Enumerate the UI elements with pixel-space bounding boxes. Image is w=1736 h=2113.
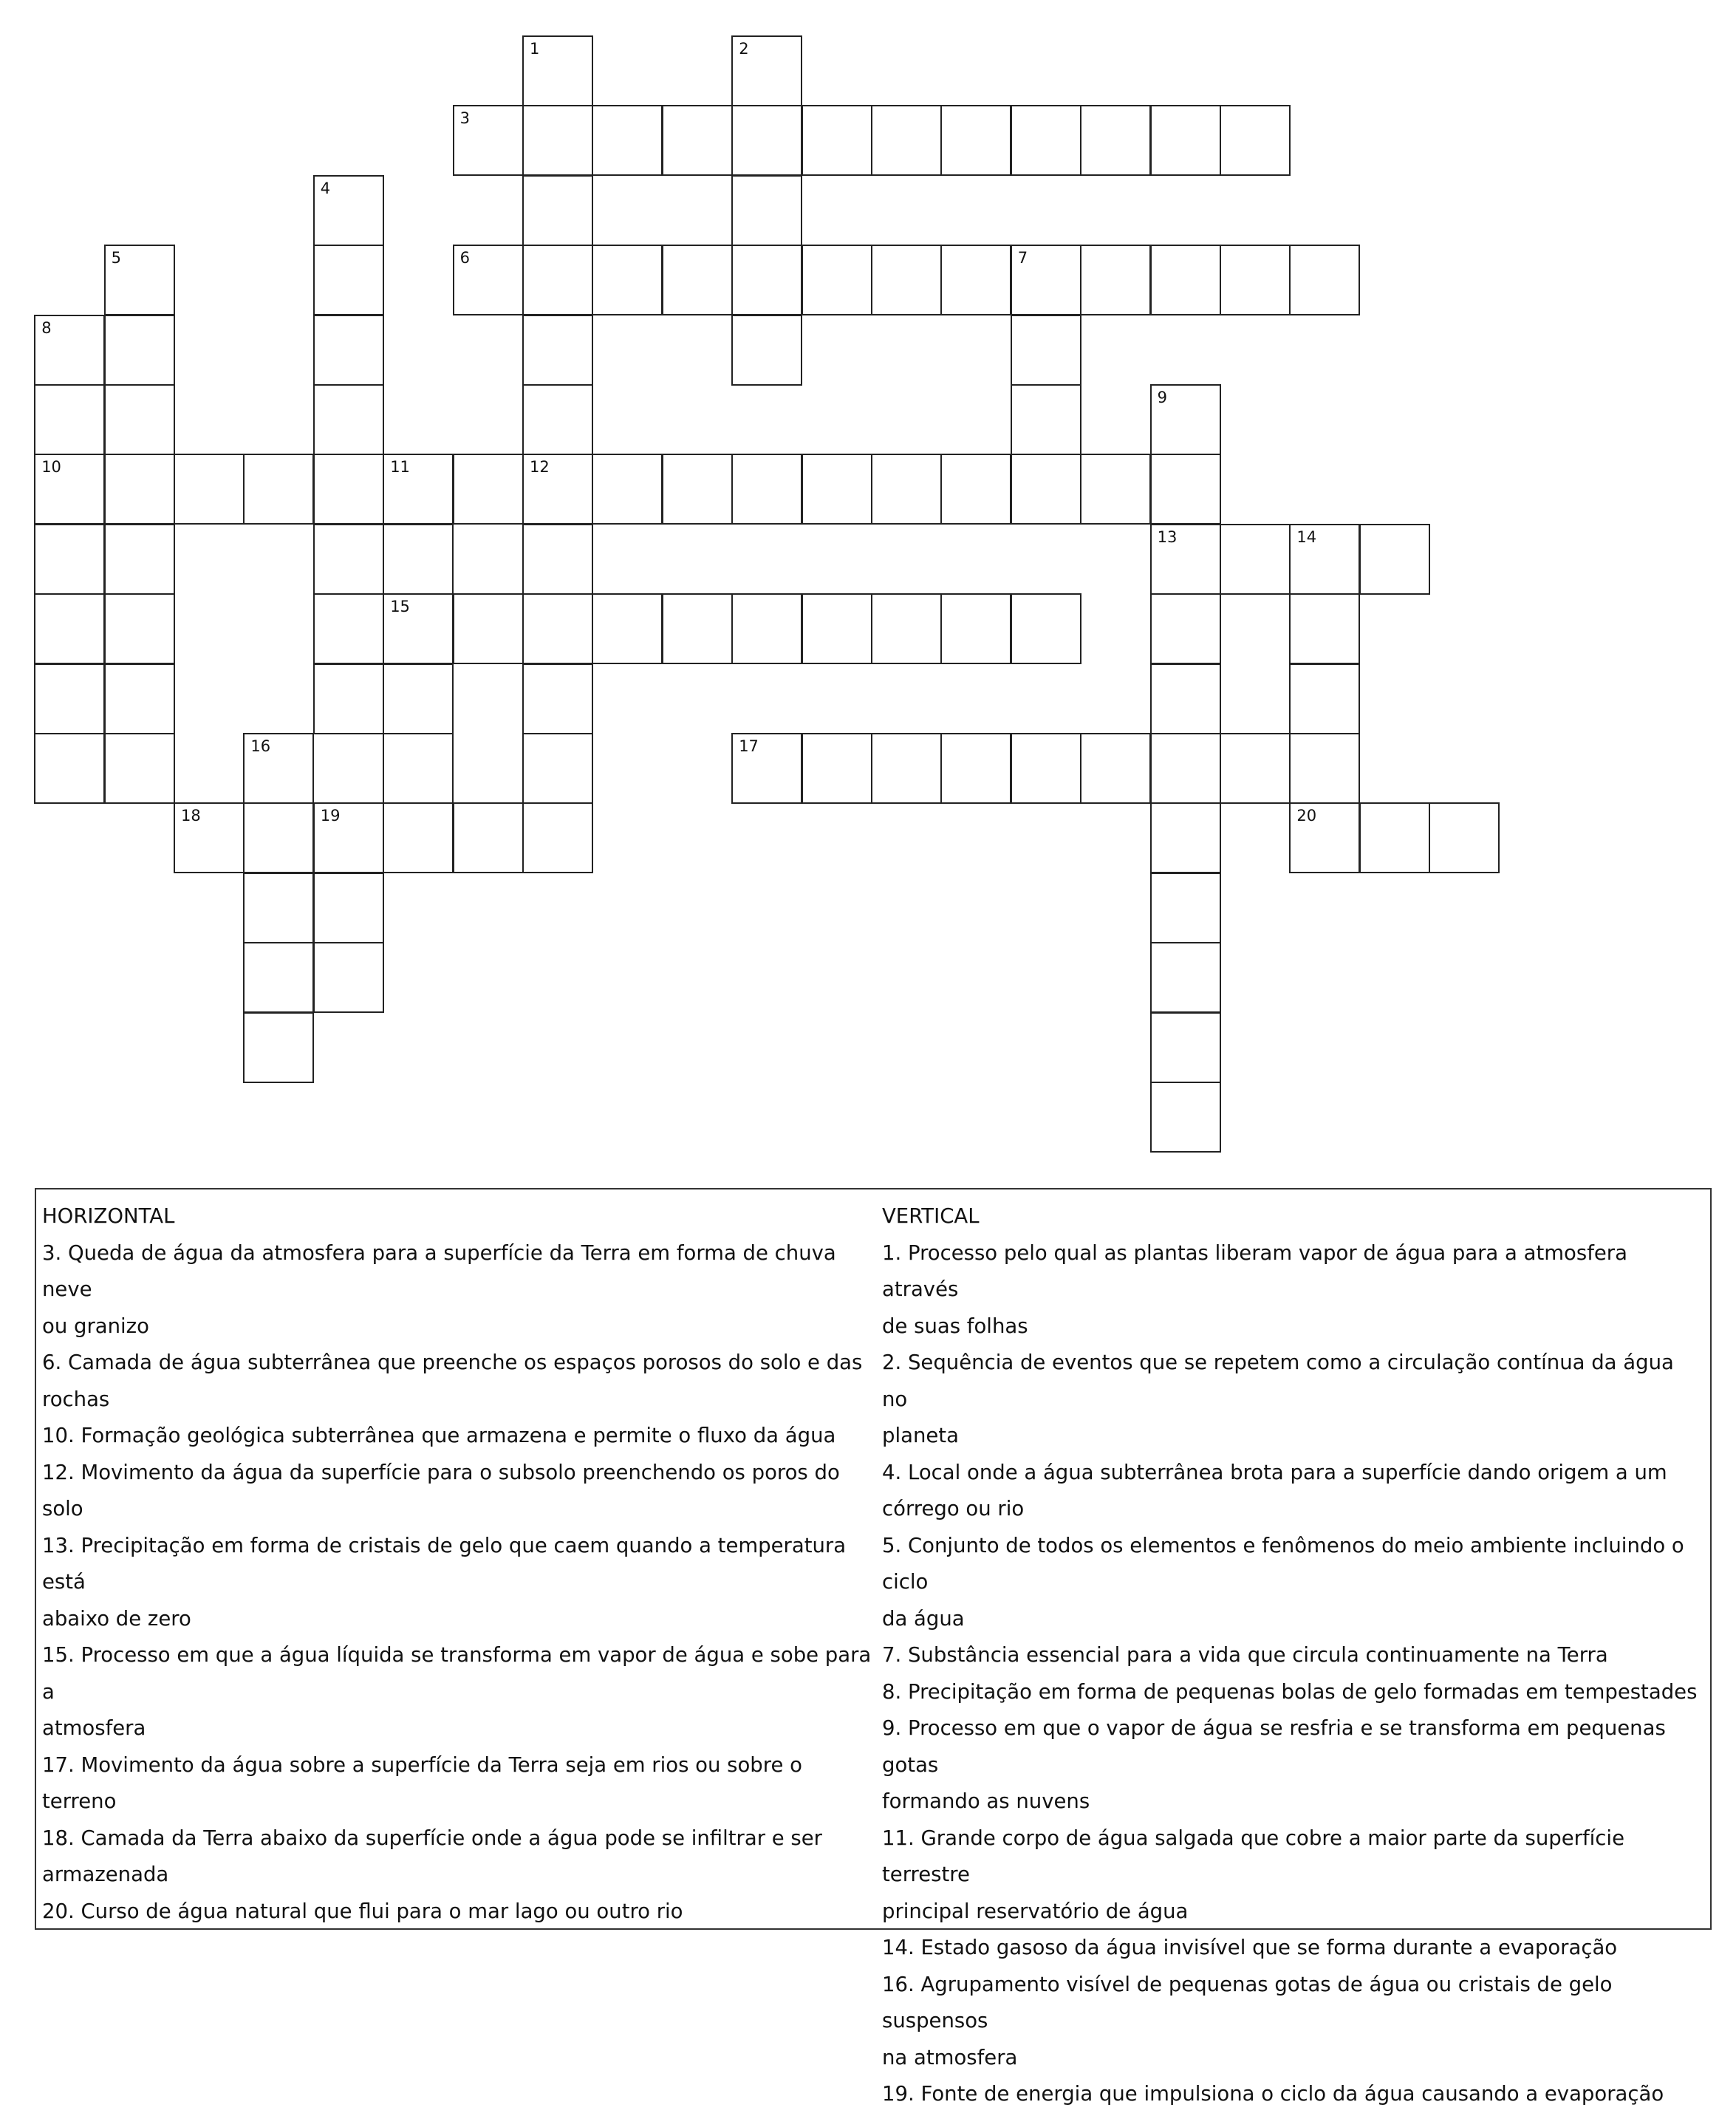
vertical-clue-line: 2. Sequência de eventos que se repetem como a circulação contínua da água no xyxy=(882,1351,1674,1411)
grid-cell[interactable] xyxy=(1011,105,1081,176)
grid-cell[interactable] xyxy=(104,663,175,734)
clue-number: 20 xyxy=(1296,807,1317,825)
grid-cell[interactable] xyxy=(243,1012,314,1083)
grid-cell[interactable] xyxy=(731,175,802,246)
vertical-clue-line: 1. Processo pelo qual as plantas liberam vapor de água para a atmosfera através xyxy=(882,1240,1627,1301)
grid-cell[interactable] xyxy=(313,454,384,525)
grid-cell[interactable] xyxy=(871,245,942,315)
grid-cell[interactable] xyxy=(34,454,105,525)
grid-cell[interactable] xyxy=(592,454,663,525)
grid-cell[interactable] xyxy=(1011,454,1081,525)
grid-cell[interactable] xyxy=(522,733,593,804)
grid-cell[interactable] xyxy=(731,35,802,106)
grid-cell[interactable] xyxy=(453,802,524,873)
grid-cell[interactable] xyxy=(1150,454,1221,525)
clue-number: 1 xyxy=(530,40,540,58)
clue-number: 15 xyxy=(390,598,410,616)
grid-cell[interactable] xyxy=(243,942,314,1013)
grid-cell[interactable] xyxy=(1289,245,1360,315)
clue-number: 10 xyxy=(41,458,61,477)
horizontal-clue-line: 6. Camada de água subterrânea que preenche os espaços porosos do solo e das xyxy=(42,1351,863,1374)
vertical-clues xyxy=(882,1198,1702,2113)
grid-cell[interactable] xyxy=(313,524,384,595)
grid-cell[interactable] xyxy=(104,454,175,525)
vertical-clue-line: principal reservatório de água xyxy=(882,1899,1189,1923)
grid-cell[interactable] xyxy=(1150,733,1221,804)
grid-cell[interactable] xyxy=(1080,245,1151,315)
grid-cell[interactable] xyxy=(1220,733,1291,804)
horizontal-clue-line: 12. Movimento da água da superfície para o subsolo preenchendo os poros do solo xyxy=(42,1460,840,1520)
horizontal-clue-line: rochas xyxy=(42,1387,110,1411)
grid-cell[interactable] xyxy=(522,593,593,664)
grid-cell[interactable] xyxy=(662,245,733,315)
clue-number: 9 xyxy=(1157,389,1167,406)
grid-cell[interactable] xyxy=(940,105,1011,176)
grid-cell[interactable] xyxy=(1150,1082,1221,1153)
grid-cell[interactable] xyxy=(104,245,175,315)
vertical-clue-line: planeta xyxy=(882,1424,959,1447)
grid-cell[interactable] xyxy=(383,802,454,873)
grid-cell[interactable] xyxy=(522,802,593,873)
grid-cell[interactable] xyxy=(1150,942,1221,1013)
vertical-clue-line: da água xyxy=(882,1606,965,1631)
grid-cell[interactable] xyxy=(731,733,802,804)
clue-number: 14 xyxy=(1296,528,1317,546)
grid-cell[interactable] xyxy=(243,873,314,943)
vertical-clue-line: 9. Processo em que o vapor de água se resfria e se transforma em pequenas gotas xyxy=(882,1716,1666,1777)
grid-cell[interactable] xyxy=(592,245,663,315)
grid-cell[interactable] xyxy=(1150,524,1221,595)
clue-box xyxy=(35,1188,1712,2106)
grid-cell[interactable] xyxy=(104,733,175,804)
grid-cell[interactable] xyxy=(522,454,593,525)
grid-cell[interactable] xyxy=(104,593,175,664)
horizontal-clue-line: 20. Curso de água natural que flui para o mar lago ou outro rio xyxy=(42,1899,683,1923)
horizontal-clue-list xyxy=(42,1235,877,1931)
vertical-clue-line: córrego ou rio xyxy=(882,1497,1025,1520)
grid-cell[interactable] xyxy=(871,593,942,664)
grid-cell[interactable] xyxy=(1150,245,1221,315)
grid-cell[interactable] xyxy=(1359,524,1430,595)
grid-cell[interactable] xyxy=(1150,384,1221,455)
clue-number: 3 xyxy=(459,109,470,128)
grid-cell[interactable] xyxy=(662,593,733,664)
grid-cell[interactable] xyxy=(1011,733,1081,804)
grid-cell[interactable] xyxy=(1220,245,1291,315)
grid-cell[interactable] xyxy=(871,454,942,525)
grid-cell[interactable] xyxy=(940,733,1011,804)
vertical-clue-list xyxy=(882,1235,1702,2113)
grid-cell[interactable] xyxy=(522,384,593,455)
grid-cell[interactable] xyxy=(383,454,454,525)
grid-cell[interactable] xyxy=(174,454,245,525)
grid-cell[interactable] xyxy=(1150,105,1221,176)
grid-cell[interactable] xyxy=(243,733,314,804)
grid-cell[interactable] xyxy=(802,245,872,315)
grid-cell[interactable] xyxy=(1150,873,1221,943)
grid-cell[interactable] xyxy=(940,245,1011,315)
grid-cell[interactable] xyxy=(313,802,384,873)
grid-cell[interactable] xyxy=(522,315,593,386)
grid-cell[interactable] xyxy=(174,802,245,873)
vertical-clue-line: 4. Local onde a água subterrânea brota para a superfície dando origem a um xyxy=(882,1460,1667,1484)
grid-cell[interactable] xyxy=(1359,802,1430,873)
vertical-clue-line: 19. Fonte de energia que impulsiona o ciclo da água causando a evaporação xyxy=(882,2082,1664,2106)
grid-cell[interactable] xyxy=(1289,802,1360,873)
grid-cell[interactable] xyxy=(871,733,942,804)
clue-number: 6 xyxy=(459,249,470,267)
clue-number: 5 xyxy=(111,249,121,267)
grid-cell[interactable] xyxy=(940,454,1011,525)
clue-number: 18 xyxy=(181,807,201,825)
grid-cell[interactable] xyxy=(1080,105,1151,176)
vertical-heading: VERTICAL xyxy=(882,1204,980,1228)
horizontal-clue-line: 3. Queda de água da atmosfera para a superfície da Terra em forma de chuva neve xyxy=(42,1240,836,1301)
grid-cell[interactable] xyxy=(592,593,663,664)
grid-cell[interactable] xyxy=(104,315,175,386)
grid-cell[interactable] xyxy=(1011,245,1081,315)
grid-cell[interactable] xyxy=(34,384,105,455)
grid-cell[interactable] xyxy=(731,593,802,664)
grid-cell[interactable] xyxy=(104,524,175,595)
grid-cell[interactable] xyxy=(731,454,802,525)
grid-cell[interactable] xyxy=(313,245,384,315)
grid-cell[interactable] xyxy=(522,524,593,595)
grid-cell[interactable] xyxy=(1289,663,1360,734)
grid-cell[interactable] xyxy=(1220,105,1291,176)
grid-cell[interactable] xyxy=(313,942,384,1013)
grid-cell[interactable] xyxy=(34,733,105,804)
grid-cell[interactable] xyxy=(313,663,384,734)
clue-number: 2 xyxy=(739,40,749,58)
vertical-clue-line: 11. Grande corpo de água salgada que cobre a maior parte da superfície terrestre xyxy=(882,1826,1624,1886)
grid-cell[interactable] xyxy=(1011,384,1081,455)
vertical-clue-line: 7. Substância essencial para a vida que circula continuamente na Terra xyxy=(882,1643,1608,1667)
grid-cell[interactable] xyxy=(383,733,454,804)
grid-cell[interactable] xyxy=(522,175,593,246)
grid-cell[interactable] xyxy=(313,873,384,943)
grid-cell[interactable] xyxy=(383,524,454,595)
grid-cell[interactable] xyxy=(1150,663,1221,734)
clue-number: 16 xyxy=(250,737,271,755)
vertical-clue-line: 16. Agrupamento visível de pequenas gotas de água ou cristais de gelo suspensos xyxy=(882,1972,1613,2032)
grid-cell[interactable] xyxy=(1080,454,1151,525)
horizontal-clues xyxy=(42,1198,877,1930)
grid-cell[interactable] xyxy=(662,454,733,525)
grid-cell[interactable] xyxy=(453,105,524,176)
grid-cell[interactable] xyxy=(383,663,454,734)
grid-cell[interactable] xyxy=(453,245,524,315)
grid-cell[interactable] xyxy=(313,175,384,246)
grid-cell[interactable] xyxy=(522,35,593,106)
grid-cell[interactable] xyxy=(802,105,872,176)
grid-cell[interactable] xyxy=(871,105,942,176)
grid-cell[interactable] xyxy=(34,593,105,664)
grid-cell[interactable] xyxy=(104,384,175,455)
horizontal-clue-line: 15. Processo em que a água líquida se transforma em vapor de água e sobe para a xyxy=(42,1643,872,1704)
horizontal-clue-line: armazenada xyxy=(42,1863,169,1886)
vertical-clue-line: na atmosfera xyxy=(882,2045,1018,2069)
grid-cell[interactable] xyxy=(662,105,733,176)
horizontal-clue-line: abaixo de zero xyxy=(42,1606,191,1631)
grid-cell[interactable] xyxy=(1080,733,1151,804)
vertical-clue-line: 14. Estado gasoso da água invisível que se forma durante a evaporação xyxy=(882,1936,1618,1959)
grid-cell[interactable] xyxy=(1150,1012,1221,1083)
grid-cell[interactable] xyxy=(731,105,802,176)
horizontal-heading: HORIZONTAL xyxy=(42,1204,175,1228)
grid-cell[interactable] xyxy=(592,105,663,176)
horizontal-clue-line: 17. Movimento da água sobre a superfície da Terra seja em rios ou sobre o terreno xyxy=(42,1752,802,1813)
grid-cell[interactable] xyxy=(522,663,593,734)
grid-cell[interactable] xyxy=(1220,524,1291,595)
vertical-clue-line: de suas folhas xyxy=(882,1314,1028,1338)
horizontal-clue-line: 18. Camada da Terra abaixo da superfície onde a água pode se infiltrar e ser xyxy=(42,1826,822,1850)
grid-cell[interactable] xyxy=(313,384,384,455)
clue-number: 11 xyxy=(390,458,410,477)
horizontal-clue-line: 13. Precipitação em forma de cristais de gelo que caem quando a temperatura está xyxy=(42,1533,847,1594)
grid-cell[interactable] xyxy=(313,315,384,386)
clue-number: 19 xyxy=(320,807,341,825)
clue-number: 12 xyxy=(530,458,550,477)
grid-cell[interactable] xyxy=(243,802,314,873)
grid-cell[interactable] xyxy=(34,315,105,386)
clue-number: 17 xyxy=(739,737,759,755)
grid-cell[interactable] xyxy=(802,593,872,664)
grid-cell[interactable] xyxy=(731,245,802,315)
horizontal-clue-line: 10. Formação geológica subterrânea que armazena e permite o fluxo da água xyxy=(42,1424,836,1447)
grid-cell[interactable] xyxy=(802,454,872,525)
grid-cell[interactable] xyxy=(313,593,384,664)
grid-cell[interactable] xyxy=(802,733,872,804)
grid-cell[interactable] xyxy=(453,593,524,664)
grid-cell[interactable] xyxy=(1011,315,1081,386)
grid-cell[interactable] xyxy=(1289,524,1360,595)
grid-cell[interactable] xyxy=(1289,733,1360,804)
grid-cell[interactable] xyxy=(1289,593,1360,664)
grid-cell[interactable] xyxy=(453,454,524,525)
grid-cell[interactable] xyxy=(1150,802,1221,873)
grid-cell[interactable] xyxy=(383,593,454,664)
clue-number: 8 xyxy=(41,318,52,337)
grid-cell[interactable] xyxy=(940,593,1011,664)
vertical-clue-line: formando as nuvens xyxy=(882,1789,1090,1813)
horizontal-clue-line: atmosfera xyxy=(42,1716,146,1740)
grid-cell[interactable] xyxy=(243,454,314,525)
horizontal-clue-line: ou granizo xyxy=(42,1314,149,1338)
vertical-clue-line: 5. Conjunto de todos os elementos e fenômenos do meio ambiente incluindo o ciclo xyxy=(882,1533,1684,1594)
clue-number: 13 xyxy=(1157,528,1178,546)
grid-cell[interactable] xyxy=(1011,593,1081,664)
grid-cell[interactable] xyxy=(522,105,593,176)
grid-cell[interactable] xyxy=(34,663,105,734)
grid-cell[interactable] xyxy=(731,315,802,386)
grid-cell[interactable] xyxy=(522,245,593,315)
clue-number: 7 xyxy=(1017,249,1028,267)
vertical-clue-line: 8. Precipitação em forma de pequenas bolas de gelo formadas em tempestades xyxy=(882,1679,1698,1704)
clue-number: 4 xyxy=(320,179,331,197)
grid-cell[interactable] xyxy=(1150,593,1221,664)
grid-cell[interactable] xyxy=(34,524,105,595)
grid-cell[interactable] xyxy=(1429,802,1500,873)
